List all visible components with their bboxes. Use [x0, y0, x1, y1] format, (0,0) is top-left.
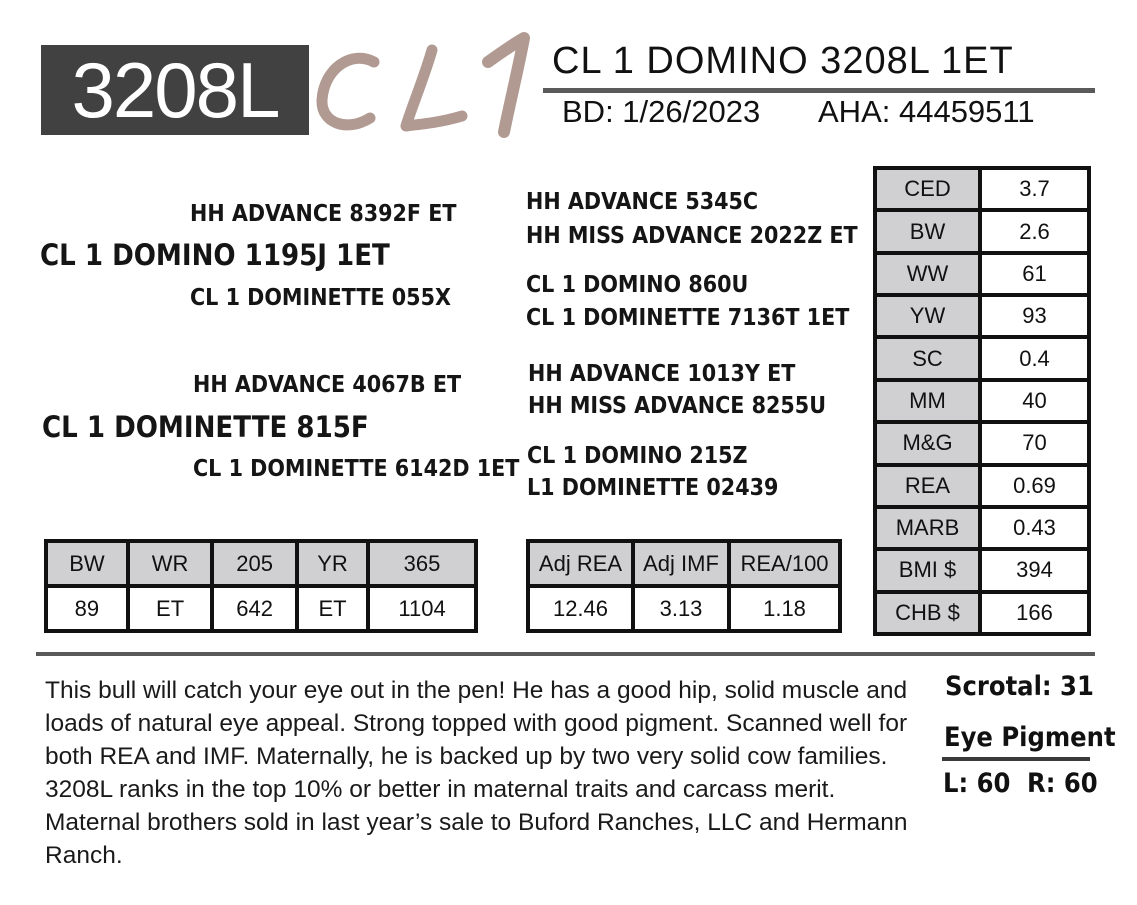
epd-row [877, 551, 1087, 589]
performance-header: YR [299, 543, 366, 584]
epd-row [877, 170, 1087, 208]
epd-value: 40 [982, 382, 1087, 420]
lot-number-badge [41, 45, 309, 135]
epd-value: 166 [982, 594, 1087, 632]
carcass-value: 12.46 [530, 588, 631, 629]
epd-label: M&G [877, 424, 978, 462]
aha-registration-number: AHA: 44459511 [818, 94, 1035, 129]
epd-value: 0.69 [982, 467, 1087, 505]
pedigree-sire-dam-dam: CL 1 DOMINETTE 7136T 1ET [526, 305, 850, 331]
pedigree-sire: CL 1 DOMINO 1195J 1ET [40, 238, 390, 272]
carcass-table [526, 539, 842, 633]
pedigree-sire-dam: CL 1 DOMINETTE 055X [190, 285, 451, 311]
eye-pigment-right: R: 60 [1027, 768, 1098, 799]
epd-label: SC [877, 339, 978, 377]
epd-value: 394 [982, 551, 1087, 589]
epd-value: 0.4 [982, 339, 1087, 377]
epd-value: 3.7 [982, 170, 1087, 208]
performance-header-row [48, 543, 474, 584]
performance-value: ET [299, 588, 366, 629]
epd-label: WW [877, 255, 978, 293]
lot-number: 3208L [71, 46, 279, 134]
pedigree-dam-sire-sire: HH ADVANCE 1013Y ET [528, 361, 796, 387]
epd-value: 61 [982, 255, 1087, 293]
pedigree-dam-dam-sire: CL 1 DOMINO 215Z [527, 443, 748, 469]
performance-value-row [48, 588, 474, 629]
carcass-header-row [530, 543, 838, 584]
bull-description: This bull will catch your eye out in the pen! He has a good hip, solid muscle and loads of natural eye appeal. Strong topped with good pigment. Scanned well for both REA and IMF. Maternally, he is backed up by two very solid cow families. 3208L ranks in the top 10% or better in maternal traits and carcass merit. Maternal brothers sold in last year’s sale to Buford Ranches, LLC and Hermann Ranch. [45, 677, 908, 869]
epd-row [877, 255, 1087, 293]
header-divider [543, 88, 1095, 93]
epd-row [877, 594, 1087, 632]
performance-value: 1104 [370, 588, 474, 629]
carcass-header: Adj REA [530, 543, 631, 584]
carcass-value: 1.18 [731, 588, 838, 629]
performance-header: 205 [214, 543, 295, 584]
carcass-header: Adj IMF [635, 543, 727, 584]
eye-pigment-left: L: 60 [943, 768, 1011, 799]
epd-label: MARB [877, 509, 978, 547]
performance-value: 642 [214, 588, 295, 629]
performance-header: WR [130, 543, 210, 584]
pedigree-dam-sire-dam: HH MISS ADVANCE 8255U [528, 393, 826, 419]
section-divider [36, 652, 1095, 656]
epd-label: REA [877, 467, 978, 505]
epd-label: BW [877, 212, 978, 250]
epd-row [877, 382, 1087, 420]
pedigree-dam-dam: CL 1 DOMINETTE 6142D 1ET [193, 456, 520, 482]
performance-table [44, 539, 478, 633]
epd-row [877, 339, 1087, 377]
scrotal-measurement: Scrotal: 31 [945, 671, 1094, 702]
epd-row [877, 509, 1087, 547]
animal-name: CL 1 DOMINO 3208L 1ET [552, 40, 1014, 82]
epd-value: 2.6 [982, 212, 1087, 250]
pedigree-sire-sire: HH ADVANCE 8392F ET [190, 201, 457, 227]
eye-pigment-heading: Eye Pigment [944, 722, 1116, 753]
carcass-header: REA/100 [731, 543, 838, 584]
eye-pigment-underline [942, 757, 1090, 761]
performance-value: 89 [48, 588, 126, 629]
carcass-value: 3.13 [635, 588, 727, 629]
performance-header: 365 [370, 543, 474, 584]
epd-row [877, 467, 1087, 505]
performance-value: ET [130, 588, 210, 629]
epd-label: BMI $ [877, 551, 978, 589]
epd-row [877, 424, 1087, 462]
epd-value: 0.43 [982, 509, 1087, 547]
pedigree-sire-dam-sire: CL 1 DOMINO 860U [526, 272, 749, 298]
epd-value: 93 [982, 297, 1087, 335]
carcass-value-row [530, 588, 838, 629]
pedigree-dam-sire: HH ADVANCE 4067B ET [193, 372, 462, 398]
pedigree-dam-dam-dam: L1 DOMINETTE 02439 [527, 475, 779, 501]
pedigree-dam: CL 1 DOMINETTE 815F [42, 410, 369, 444]
epd-label: CED [877, 170, 978, 208]
performance-header: BW [48, 543, 126, 584]
epd-row [877, 212, 1087, 250]
pedigree-sire-sire-sire: HH ADVANCE 5345C [526, 189, 759, 215]
epd-label: YW [877, 297, 978, 335]
epd-row [877, 297, 1087, 335]
birth-date: BD: 1/26/2023 [562, 94, 761, 129]
epd-label: MM [877, 382, 978, 420]
epd-value: 70 [982, 424, 1087, 462]
epd-label: CHB $ [877, 594, 978, 632]
epd-table [873, 166, 1091, 636]
pedigree-sire-sire-dam: HH MISS ADVANCE 2022Z ET [526, 223, 858, 249]
brand-logo [312, 28, 550, 140]
